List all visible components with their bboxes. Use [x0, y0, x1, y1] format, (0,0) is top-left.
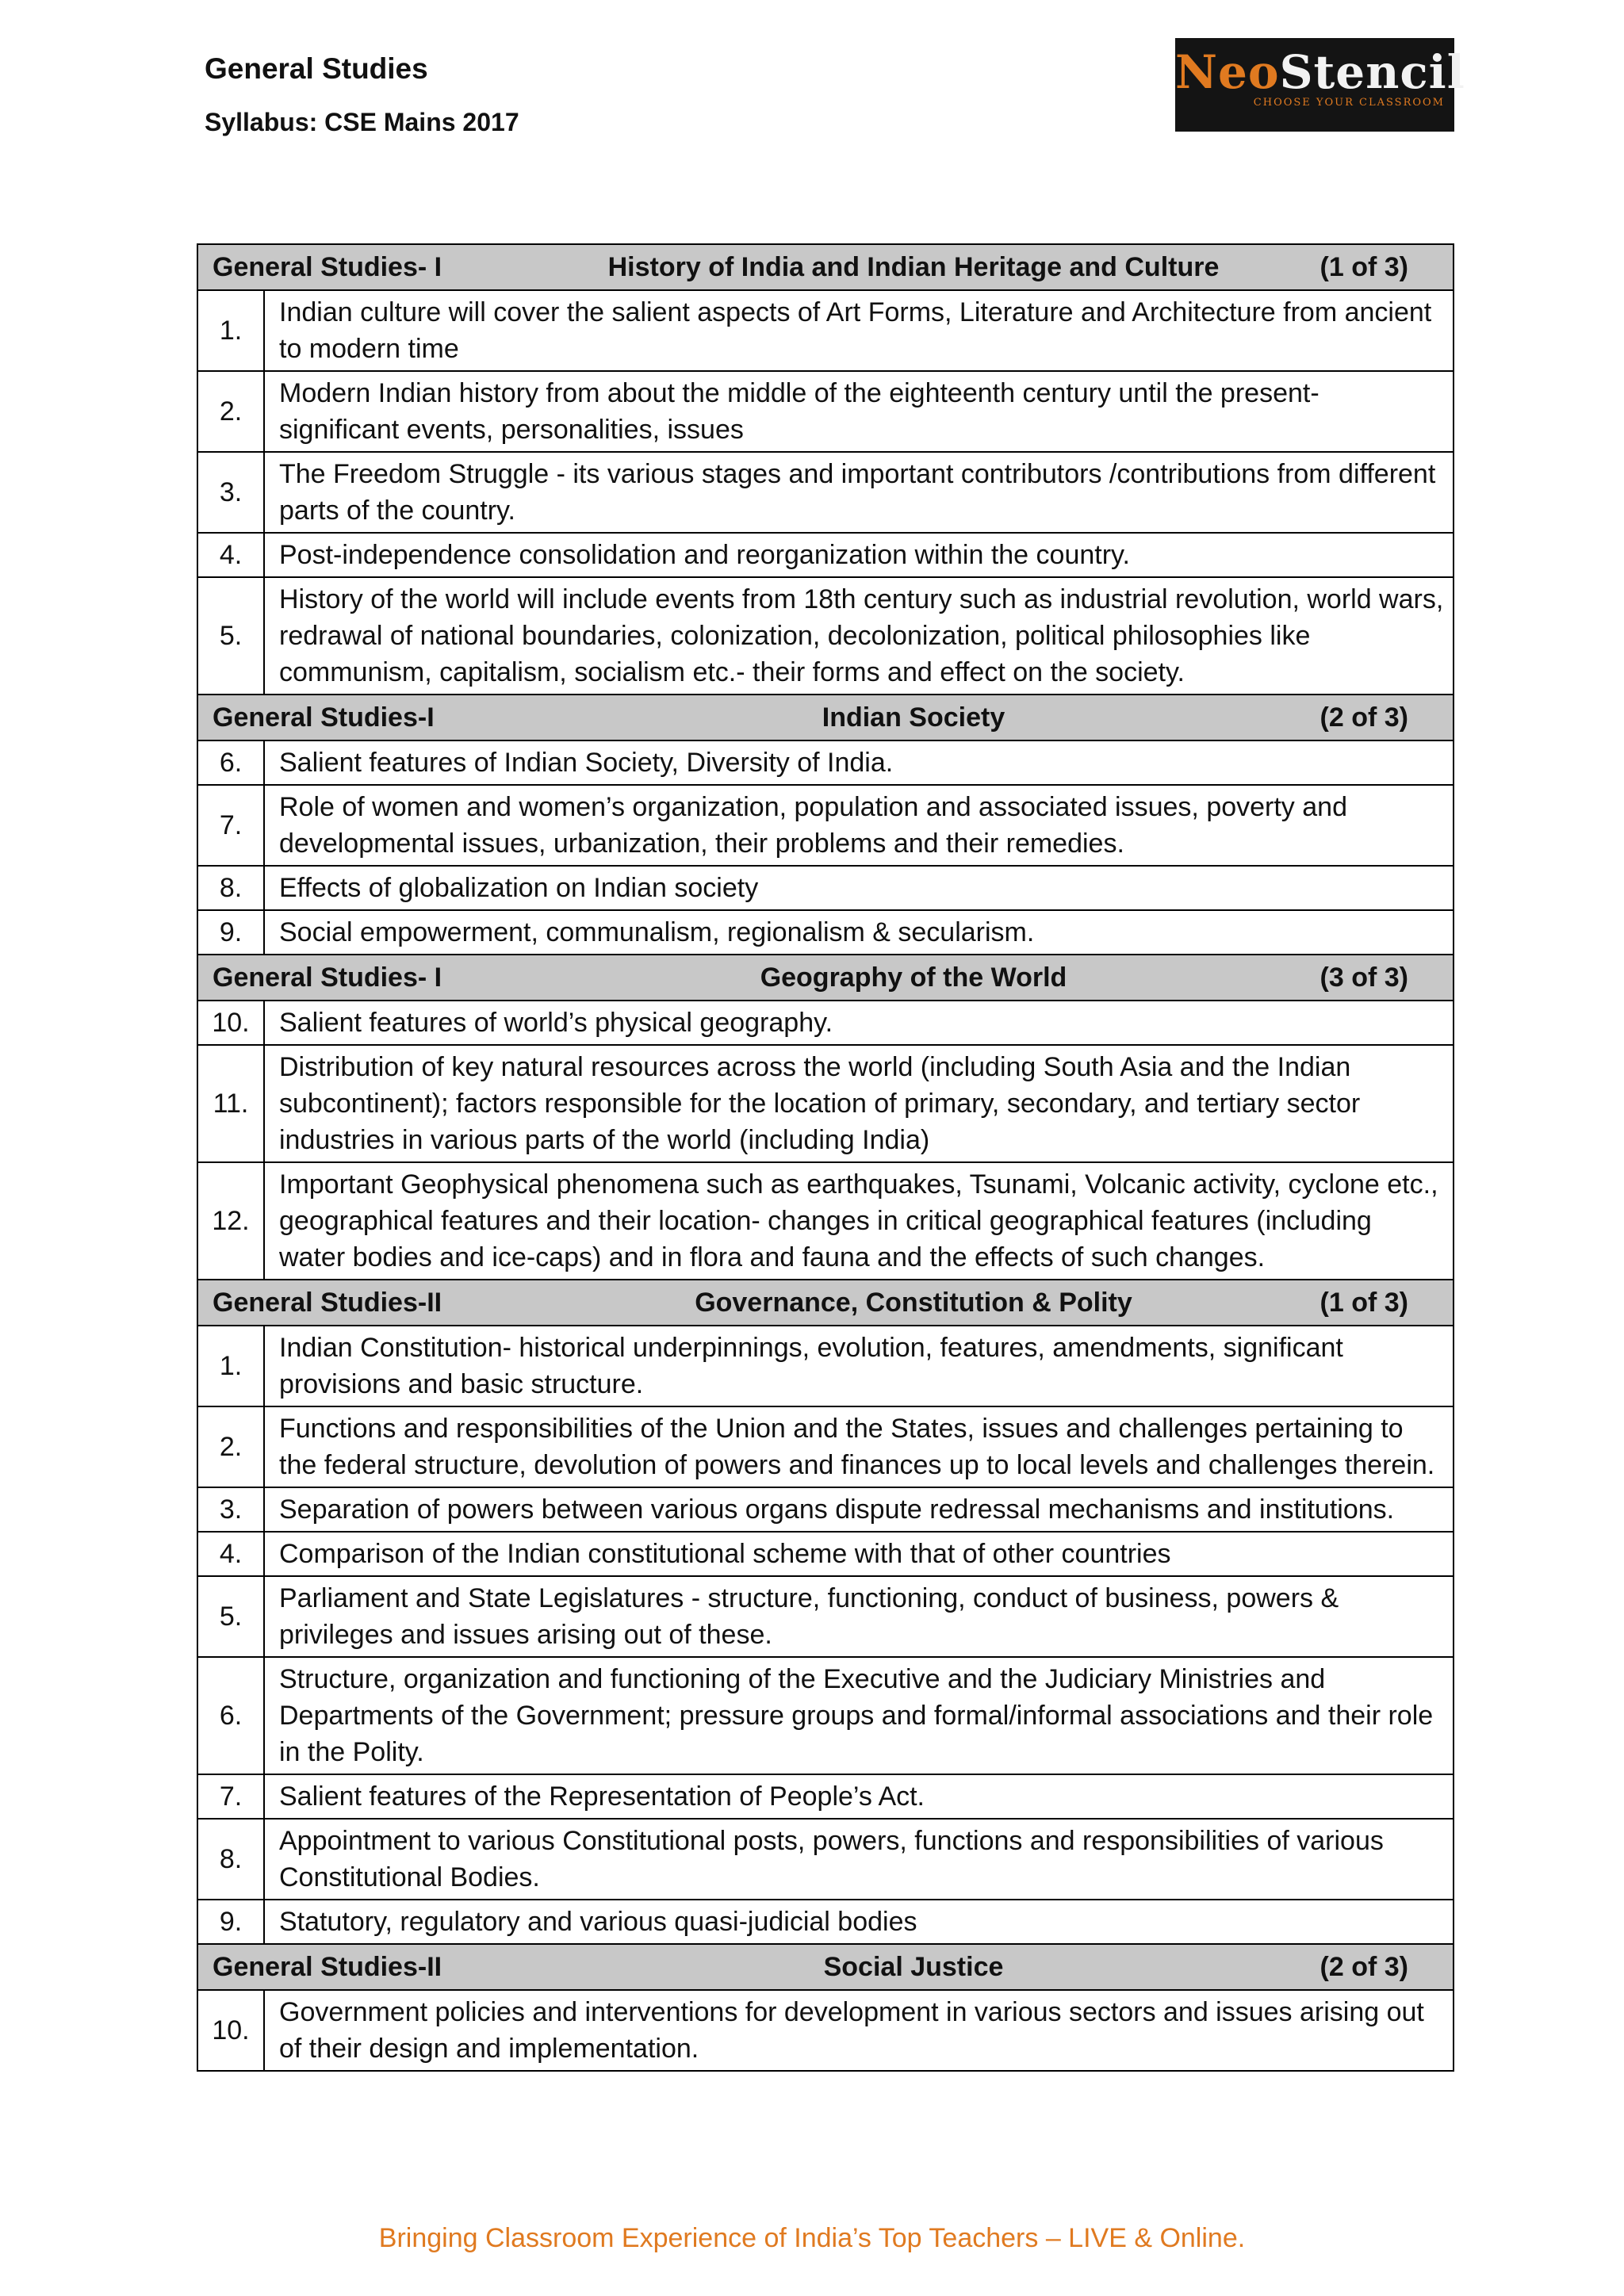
section-header-cell [197, 695, 1454, 740]
item-number: 7. [197, 1774, 264, 1819]
item-number: 3. [197, 1487, 264, 1532]
item-number: 8. [197, 1819, 264, 1900]
item-number: 5. [197, 1576, 264, 1657]
item-number: 8. [197, 866, 264, 910]
neostencil-logo [1175, 38, 1465, 132]
item-number: 12. [197, 1162, 264, 1280]
item-text: Statutory, regulatory and various quasi-judicial bodies [264, 1900, 1454, 1944]
item-text: Functions and responsibilities of the Union and the States, issues and challenges pertaining to the federal structure, devolution of powers and finances up to local levels and challenges therein. [264, 1406, 1454, 1487]
table-row [197, 577, 1454, 695]
table-row [197, 452, 1454, 533]
table-row [197, 1657, 1454, 1774]
section-part: (1 of 3) [1320, 252, 1408, 282]
item-number: 10. [197, 1990, 264, 2071]
item-number: 4. [197, 533, 264, 577]
section-topic: Geography of the World [760, 962, 1067, 993]
item-number: 6. [197, 1657, 264, 1774]
item-text: Distribution of key natural resources across the world (including South Asia and the Indian subcontinent); factors responsible for the location of primary, secondary, and tertiary sector industries in various parts of the world (including India) [264, 1045, 1454, 1162]
table-row [197, 1774, 1454, 1819]
table-row [197, 1001, 1454, 1045]
section-header-cell [197, 1944, 1454, 1990]
logo-tagline: CHOOSE YOUR CLASSROOM [1253, 97, 1445, 109]
table-row [197, 1990, 1454, 2071]
table-row [197, 290, 1454, 371]
item-number: 11. [197, 1045, 264, 1162]
table-row [197, 533, 1454, 577]
table-row [197, 1045, 1454, 1162]
section-header-row [197, 695, 1454, 740]
item-text: Salient features of Indian Society, Diversity of India. [264, 740, 1454, 785]
section-header [213, 959, 1408, 996]
table-row [197, 1819, 1454, 1900]
section-header [213, 1284, 1408, 1321]
item-number: 6. [197, 740, 264, 785]
item-text: Salient features of the Representation of People’s Act. [264, 1774, 1454, 1819]
section-header [213, 699, 1408, 736]
section-topic: Governance, Constitution & Polity [695, 1288, 1132, 1318]
item-number: 1. [197, 1326, 264, 1406]
section-paper: General Studies-II [213, 1952, 442, 1982]
logo-wordmark [1175, 45, 1465, 99]
section-part: (1 of 3) [1320, 1288, 1408, 1318]
section-header-row [197, 244, 1454, 290]
item-number: 3. [197, 452, 264, 533]
table-row [197, 1162, 1454, 1280]
item-number: 4. [197, 1532, 264, 1576]
item-number: 2. [197, 371, 264, 452]
item-text: Appointment to various Constitutional posts, powers, functions and responsibilities of various Constitutional Bodies. [264, 1819, 1454, 1900]
page-title: General Studies [205, 52, 428, 85]
table-row [197, 1406, 1454, 1487]
item-number: 1. [197, 290, 264, 371]
item-text: Indian culture will cover the salient aspects of Art Forms, Literature and Architecture from ancient to modern time [264, 290, 1454, 371]
item-text: Separation of powers between various organs dispute redressal mechanisms and institutions. [264, 1487, 1454, 1532]
section-header-cell [197, 244, 1454, 290]
item-text: Modern Indian history from about the middle of the eighteenth century until the present- significant events, personalities, issues [264, 371, 1454, 452]
table-row [197, 1326, 1454, 1406]
section-header-row [197, 1280, 1454, 1326]
table-row [197, 1576, 1454, 1657]
section-header-cell [197, 1280, 1454, 1326]
item-text: Salient features of world’s physical geography. [264, 1001, 1454, 1045]
table-row [197, 1900, 1454, 1944]
item-number: 9. [197, 1900, 264, 1944]
item-text: Indian Constitution- historical underpinnings, evolution, features, amendments, significant provisions and basic structure. [264, 1326, 1454, 1406]
item-number: 7. [197, 785, 264, 866]
syllabus-table [197, 243, 1454, 2072]
table-row [197, 785, 1454, 866]
section-topic: History of India and Indian Heritage and Culture [607, 252, 1220, 282]
item-text: Government policies and interventions for development in various sectors and issues arising out of their design and implementation. [264, 1990, 1454, 2071]
section-paper: General Studies-II [213, 1288, 442, 1318]
section-paper: General Studies- I [213, 252, 442, 282]
table-row [197, 740, 1454, 785]
syllabus-table-body [197, 244, 1454, 2071]
section-paper: General Studies-I [213, 702, 435, 733]
item-text: Comparison of the Indian constitutional scheme with that of other countries [264, 1532, 1454, 1576]
section-header-cell [197, 955, 1454, 1001]
section-header-row [197, 955, 1454, 1001]
item-number: 2. [197, 1406, 264, 1487]
table-row [197, 866, 1454, 910]
section-paper: General Studies- I [213, 962, 442, 993]
item-number: 9. [197, 910, 264, 955]
item-number: 5. [197, 577, 264, 695]
table-row [197, 371, 1454, 452]
item-text: History of the world will include events from 18th century such as industrial revolution, world wars, redrawal of national boundaries, colonization, decolonization, political philosophies like communism, capitalism, socialism etc.- their forms and effect on the society. [264, 577, 1454, 695]
section-topic: Indian Society [822, 702, 1005, 733]
item-text: Important Geophysical phenomena such as earthquakes, Tsunami, Volcanic activity, cyclone etc., geographical features and their location- changes in critical geographical features (including water bodies and ice-caps) and in flora and fauna and the effects of such changes. [264, 1162, 1454, 1280]
item-text: Social empowerment, communalism, regionalism & secularism. [264, 910, 1454, 955]
section-topic: Social Justice [823, 1952, 1004, 1982]
table-row [197, 1532, 1454, 1576]
section-header [213, 1949, 1408, 1985]
item-text: Effects of globalization on Indian society [264, 866, 1454, 910]
item-text: Post-independence consolidation and reorganization within the country. [264, 533, 1454, 577]
logo-word-neo: Neo [1175, 45, 1280, 99]
section-header-row [197, 1944, 1454, 1990]
item-text: Role of women and women’s organization, population and associated issues, poverty and developmental issues, urbanization, their problems and their remedies. [264, 785, 1454, 866]
table-row [197, 1487, 1454, 1532]
page-subtitle: Syllabus: CSE Mains 2017 [205, 108, 519, 136]
section-part: (2 of 3) [1320, 702, 1408, 733]
section-part: (2 of 3) [1320, 1952, 1408, 1982]
footer-tagline: Bringing Classroom Experience of India’s Top Teachers – LIVE & Online. [378, 2223, 1246, 2253]
item-text: The Freedom Struggle - its various stages and important contributors /contributions from different parts of the country. [264, 452, 1454, 533]
logo-word-stencil: Stencil [1279, 45, 1465, 99]
table-row [197, 910, 1454, 955]
item-text: Parliament and State Legislatures - structure, functioning, conduct of business, powers & privileges and issues arising out of these. [264, 1576, 1454, 1657]
item-text: Structure, organization and functioning of the Executive and the Judiciary Ministries and Departments of the Government; pressure groups and formal/informal associations and their role in the Polity. [264, 1657, 1454, 1774]
section-header [213, 249, 1408, 285]
section-part: (3 of 3) [1320, 962, 1408, 993]
item-number: 10. [197, 1001, 264, 1045]
